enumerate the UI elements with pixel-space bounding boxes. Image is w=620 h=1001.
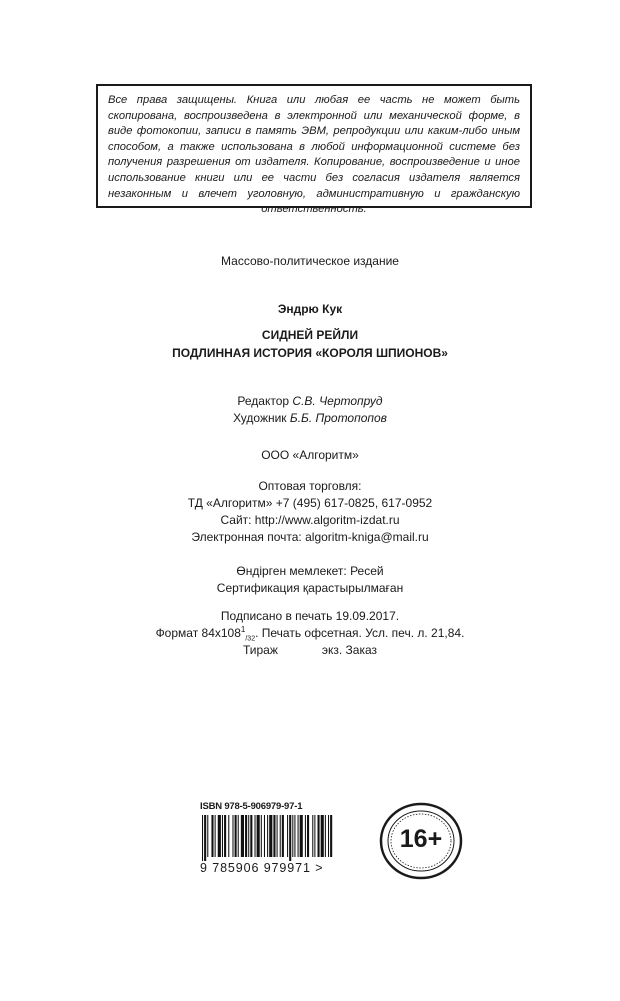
barcode-bar — [314, 815, 315, 857]
barcode-bar — [321, 815, 324, 857]
signed-to-print: Подписано в печать 19.09.2017. — [220, 609, 400, 623]
country-of-manufacture: Өндірген мемлекет: Ресей — [236, 564, 384, 578]
barcode-bar — [325, 815, 326, 857]
editor-label: Редактор — [237, 394, 290, 408]
barcode-bar — [292, 815, 293, 857]
editor-line — [0, 393, 620, 410]
barcode-bar — [211, 815, 213, 857]
order-label: экз. Заказ — [321, 643, 378, 657]
barcode-bar — [248, 815, 249, 857]
age-rating-label: 16+ — [399, 825, 443, 853]
wholesale-phones: ТД «Алгоритм» +7 (495) 617-0825, 617-0952 — [187, 496, 433, 510]
barcode-bar — [318, 815, 320, 857]
barcode-bar — [307, 815, 309, 857]
wholesale-email: Электронная почта: algoritm-kniga@mail.ru — [191, 530, 429, 544]
wholesale-heading: Оптовая торговля: — [258, 479, 362, 493]
barcode-bar — [250, 815, 252, 857]
format-suffix: . Печать офсетная. Усл. печ. л. 21,84. — [255, 626, 465, 640]
barcode-bar — [255, 815, 256, 857]
barcode-bar — [267, 815, 268, 857]
artist-label: Художник — [233, 411, 287, 425]
format-prefix: Формат 84x108 — [155, 626, 241, 640]
barcode-bar — [269, 815, 272, 857]
kazakh-info — [0, 563, 620, 597]
certification-note: Сертификация қарастырылмаған — [216, 581, 404, 595]
barcode-bar — [273, 815, 275, 857]
format-sup: 1 — [240, 625, 246, 634]
barcode-bar — [328, 815, 329, 857]
book-subtitle: ПОДЛИННАЯ ИСТОРИЯ «КОРОЛЯ ШПИОНОВ» — [172, 346, 448, 360]
publisher-name: ООО «Алгоритм» — [261, 448, 359, 462]
barcode-bar — [224, 815, 226, 857]
barcode-bar — [232, 815, 233, 857]
format-sub: /32 — [245, 635, 256, 643]
barcode-bar — [305, 815, 306, 857]
barcode-bar — [289, 815, 291, 861]
barcode-bar — [282, 815, 284, 857]
barcode-digits: 9 785906 979971 > — [200, 861, 324, 875]
barcode-bar — [207, 815, 208, 857]
print-details — [0, 608, 620, 659]
wholesale-info — [0, 478, 620, 546]
barcode-bar — [241, 815, 244, 857]
barcode-bar — [218, 815, 221, 857]
artist-line — [0, 410, 620, 427]
barcode-bar — [204, 815, 206, 861]
staff-credits — [0, 393, 620, 427]
barcode-bar — [330, 815, 332, 857]
barcode-bar — [235, 815, 237, 857]
wholesale-site: Сайт: http://www.algoritm-izdat.ru — [220, 513, 400, 527]
artist-name: Б.Б. Протопопов — [289, 411, 387, 425]
barcode-bar — [277, 815, 278, 857]
isbn-number: ISBN 978-5-906979-97-1 — [200, 801, 303, 812]
barcode-bar — [257, 815, 260, 857]
barcode-bar — [300, 815, 303, 857]
barcode-bar — [245, 815, 247, 857]
barcode-bar — [287, 815, 288, 857]
barcode-bar — [264, 815, 265, 857]
age-rating-badge — [378, 801, 464, 881]
barcode-bar — [294, 815, 295, 857]
rights-notice-text: Все права защищены. Книга или любая ее часть не может быть скопирована, воспроизведена в электронной или механической форме, в виде фотокопии, записи в память ЭВМ, репродукции или каким-либо иным способом, а также использована в любой информационной системе без получения разрешения от издателя. Копирование, воспроизведение и иное использование книги или ее части без согласия издателя является незаконным и влечет уголовную, административную и гражданскую ответственность. — [108, 94, 520, 216]
imprint-type: Массово-политическое издание — [221, 254, 399, 268]
barcode-bars — [200, 815, 340, 861]
barcode-bar — [215, 815, 216, 857]
rights-notice — [96, 84, 532, 216]
format-line — [0, 625, 620, 642]
barcode-bar — [312, 815, 313, 857]
author-name: Эндрю Кук — [277, 302, 343, 316]
editor-name: С.В. Чертопруд — [292, 394, 383, 408]
run-label: Тираж — [242, 643, 278, 657]
run-line — [0, 642, 620, 659]
barcode-bar — [238, 815, 239, 857]
barcode-bar — [280, 815, 281, 857]
barcode-bar — [202, 815, 203, 861]
book-title: СИДНЕЙ РЕЙЛИ — [261, 328, 359, 342]
barcode-bar — [298, 815, 299, 857]
barcode-bar — [261, 815, 262, 857]
isbn-barcode — [200, 801, 340, 881]
barcode-bar — [222, 815, 223, 857]
barcode-bar — [228, 815, 229, 857]
